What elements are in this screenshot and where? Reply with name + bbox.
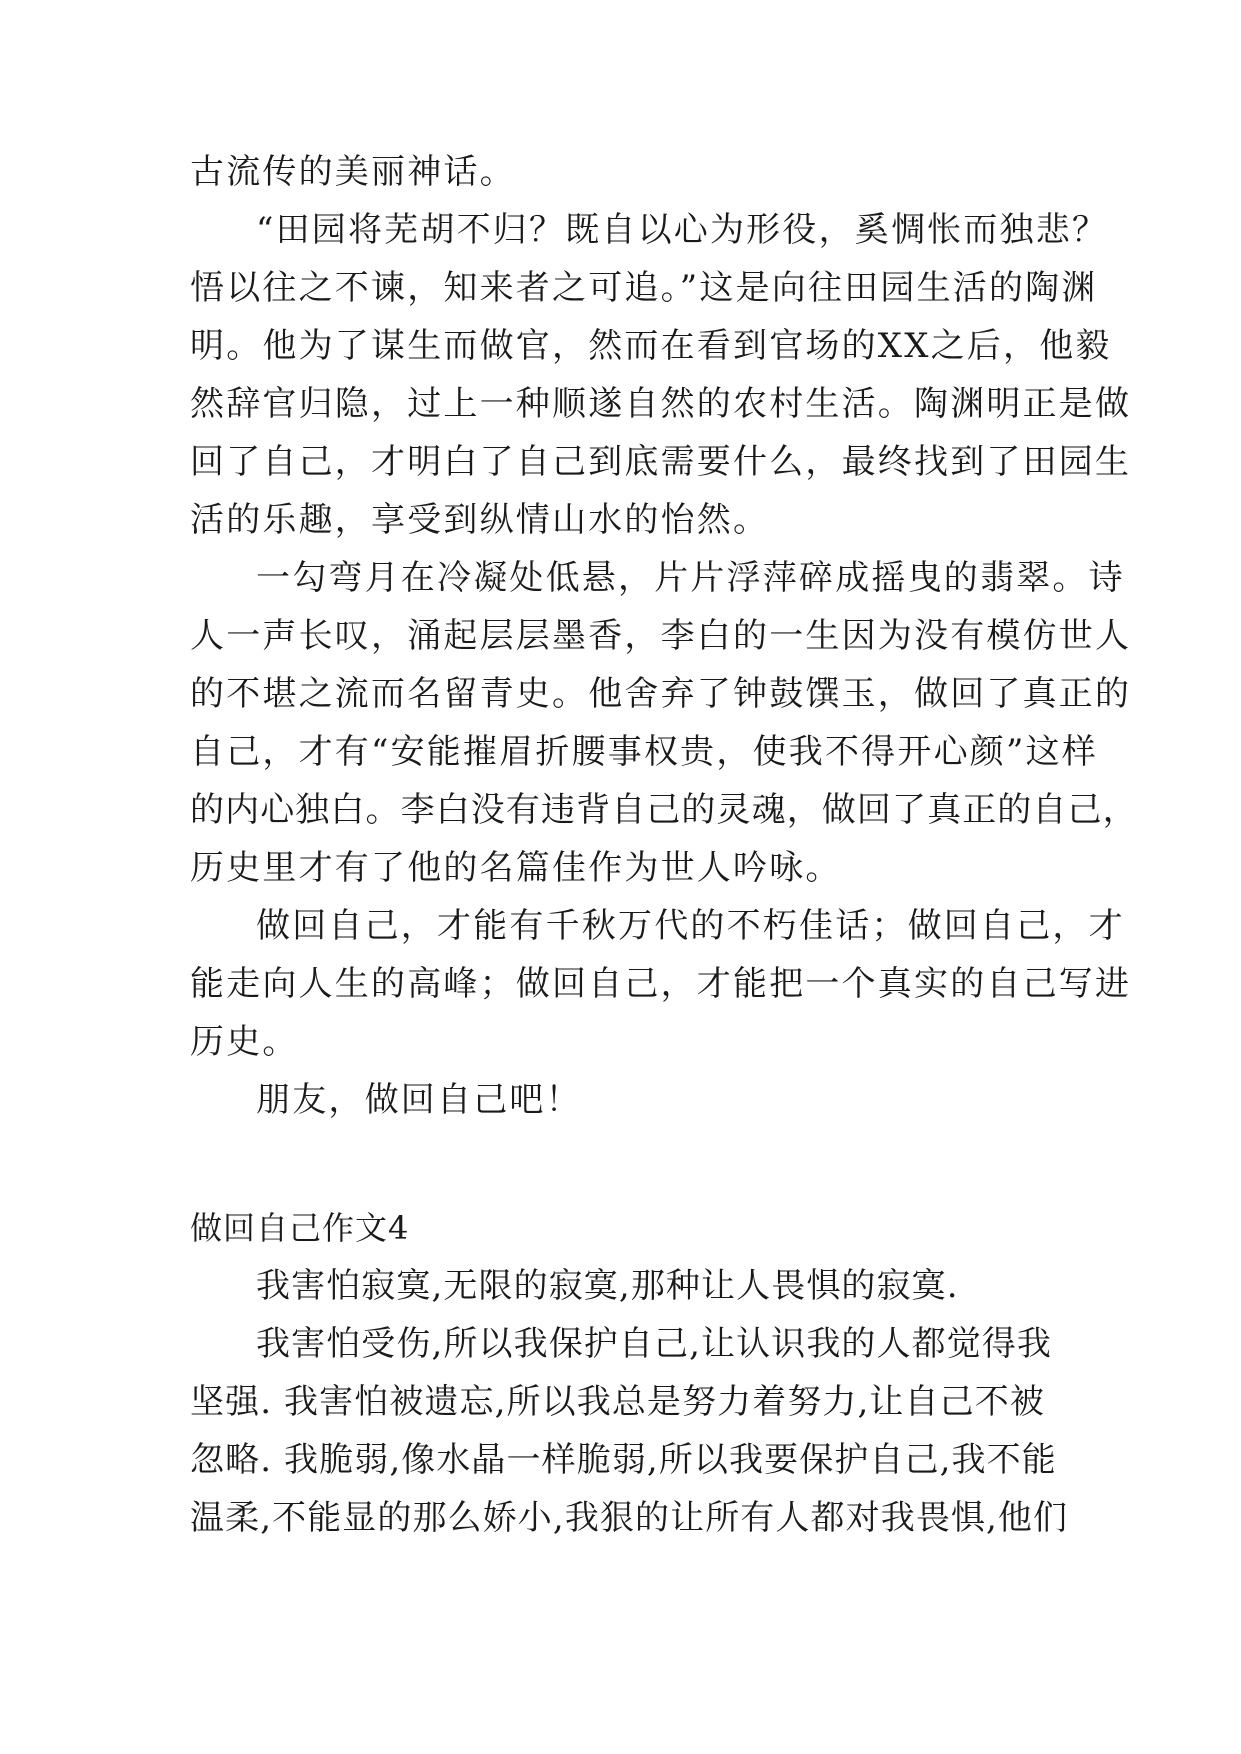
text-line: 温柔,不能显的那么娇小,我狠的让所有人都对我畏惧,他们	[190, 1498, 1069, 1538]
text-line: 历史里才有了他的名篇佳作为世人吟咏。	[190, 848, 842, 888]
text-line: 历史。	[190, 1022, 299, 1062]
text-line: 做回自己，才能有千秋万代的不朽佳话；做回自己，才	[256, 906, 1125, 946]
text-line: 坚强. 我害怕被遗忘,所以我总是努力着努力,让自己不被	[190, 1382, 1045, 1422]
text-line: 忽略. 我脆弱,像水晶一样脆弱,所以我要保护自己,我不能	[190, 1440, 1057, 1480]
text-line: 自己，才有“安能摧眉折腰事权贵，使我不得开心颜”这样	[190, 732, 1098, 772]
text-line: 悟以往之不谏，知来者之可追。”这是向往田园生活的陶渊	[190, 268, 1098, 308]
text-line: 明。他为了谋生而做官，然而在看到官场的XX之后，他毅	[190, 326, 1112, 366]
text-line: “田园将芜胡不归？既自以心为形役，奚惆怅而独悲？	[256, 210, 1109, 250]
text-line: 的内心独白。李白没有违背自己的灵魂，做回了真正的自己，	[190, 790, 1138, 830]
text-line: 然辞官归隐，过上一种顺遂自然的农村生活。陶渊明正是做	[190, 384, 1132, 424]
text-line: 回了自己，才明白了自己到底需要什么，最终找到了田园生	[190, 442, 1132, 482]
text-line: 古流传的美丽神话。	[190, 152, 516, 192]
text-line: 能走向人生的高峰；做回自己，才能把一个真实的自己写进	[190, 964, 1132, 1004]
text-line: 的不堪之流而名留青史。他舍弃了钟鼓馔玉，做回了真正的	[190, 674, 1132, 714]
text-line: 我害怕受伤,所以我保护自己,让认识我的人都觉得我	[256, 1324, 1053, 1364]
text-line: 人一声长叹，涌起层层墨香，李白的一生因为没有模仿世人	[190, 616, 1132, 656]
text-line: 朋友，做回自己吧！	[256, 1080, 582, 1120]
text-line: 活的乐趣，享受到纵情山水的怡然。	[190, 500, 770, 540]
section-heading: 做回自己作文4	[190, 1209, 410, 1247]
text-line: 我害怕寂寞,无限的寂寞,那种让人畏惧的寂寞.	[256, 1266, 959, 1306]
text-line: 一勾弯月在冷凝处低悬，片片浮萍碎成摇曳的翡翠。诗	[256, 558, 1125, 598]
